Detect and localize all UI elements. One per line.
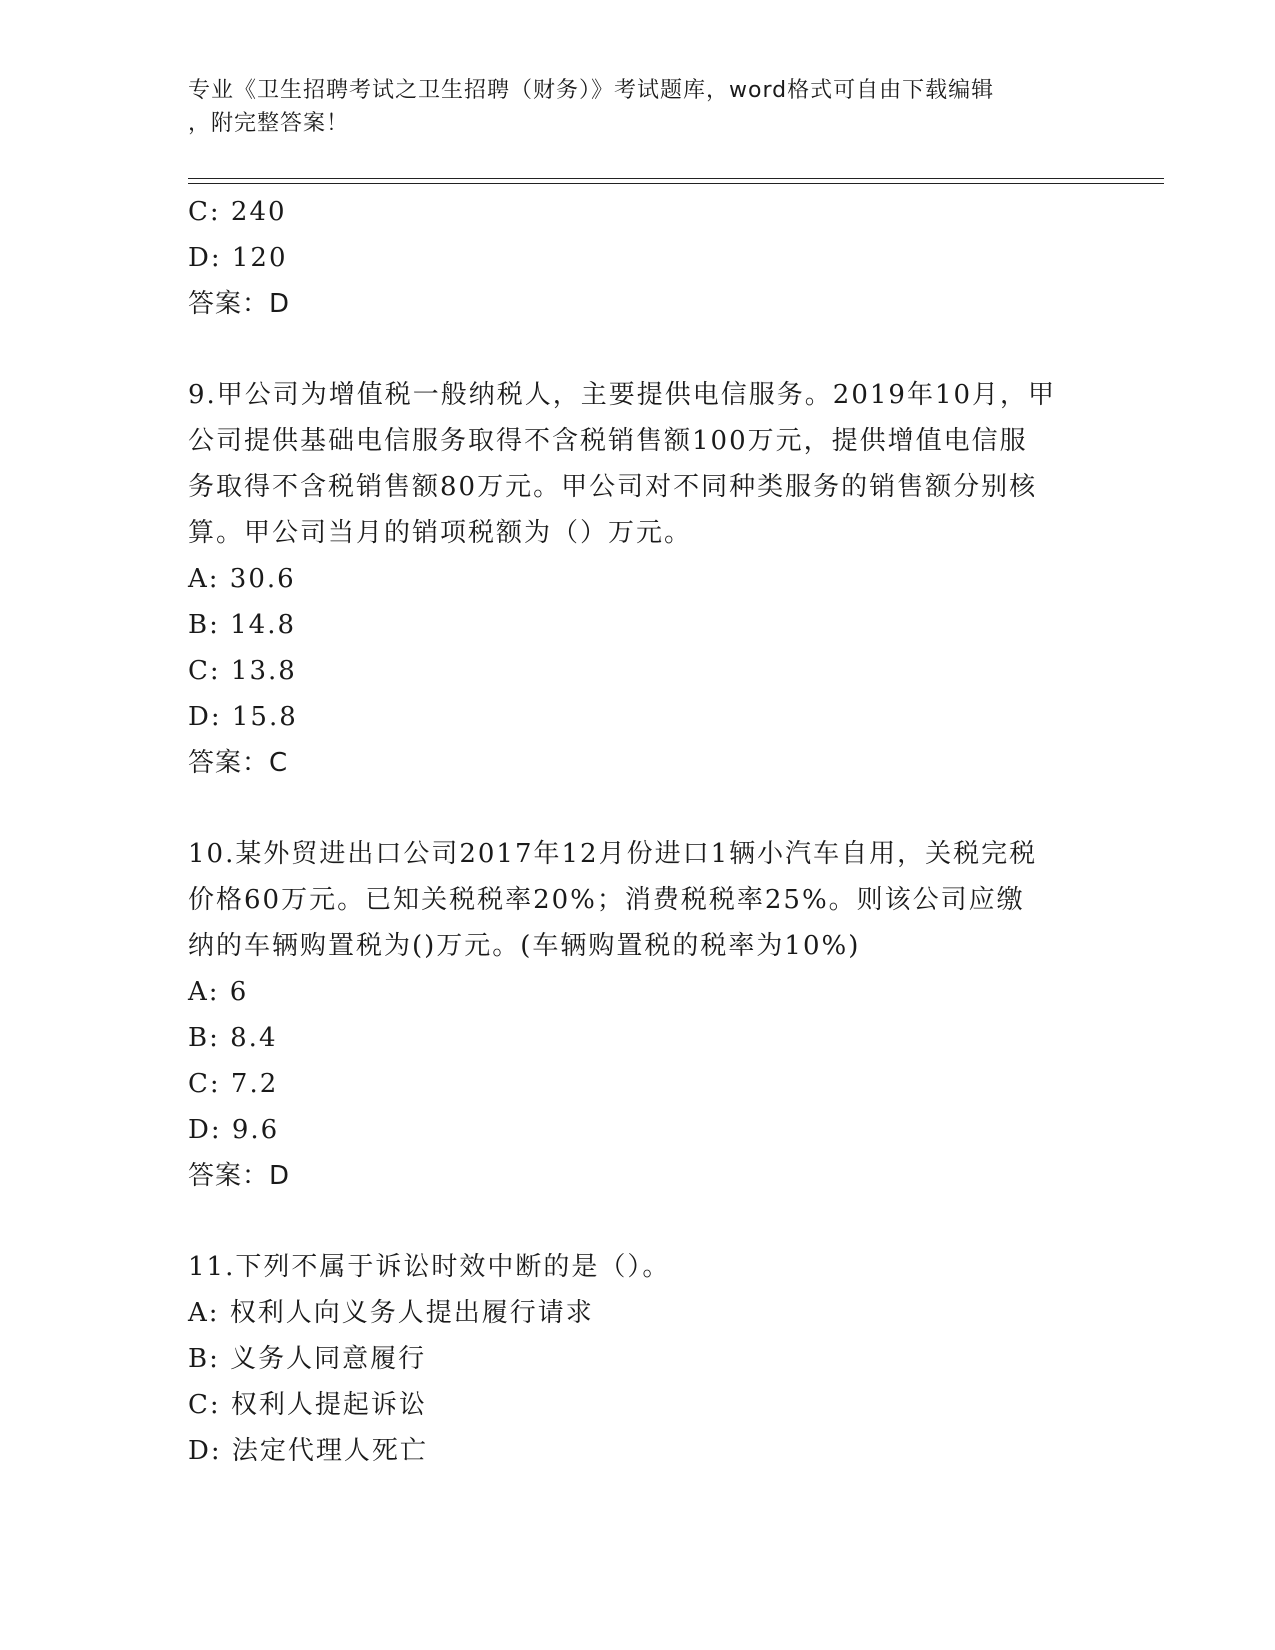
stem-line: 10.某外贸进出口公司2017年12月份进口1辆小汽车自用，关税完税 (188, 839, 1038, 869)
option-b: B: 义务人同意履行 (188, 1344, 427, 1374)
stem-line: 算。甲公司当月的销项税额为（）万元。 (188, 518, 693, 548)
spacer (188, 327, 1088, 372)
question-9 (188, 372, 1088, 786)
previous-question (188, 189, 1088, 327)
option-d: D: 120 (188, 243, 288, 273)
question-stem (188, 831, 1088, 969)
option-d: D: 9.6 (188, 1115, 280, 1145)
page-header (188, 74, 1088, 140)
option-c: C: 7.2 (188, 1069, 279, 1099)
option-c: C: 240 (188, 197, 287, 227)
header-line-1: 专业《卫生招聘考试之卫生招聘（财务）》考试题库，word格式可自由下载编辑 (188, 78, 995, 103)
spacer (188, 1199, 1088, 1244)
option-a: A: 6 (188, 977, 249, 1007)
answer-line: 答案：D (188, 1161, 291, 1191)
stem-line: 11.下列不属于诉讼时效中断的是（）。 (188, 1252, 671, 1282)
answer-line: 答案：C (188, 748, 289, 778)
stem-line: 公司提供基础电信服务取得不含税销售额100万元，提供增值电信服 (188, 426, 1028, 456)
option-b: B: 14.8 (188, 610, 297, 640)
question-11 (188, 1244, 1088, 1474)
answer-line: 答案：D (188, 289, 291, 319)
stem-line: 务取得不含税销售额80万元。甲公司对不同种类服务的销售额分别核 (188, 472, 1038, 502)
option-c: C: 权利人提起诉讼 (188, 1390, 427, 1420)
option-a: A: 30.6 (188, 564, 296, 594)
stem-line: 纳的车辆购置税为()万元。(车辆购置税的税率为10%) (188, 931, 861, 961)
stem-line: 价格60万元。已知关税税率20%；消费税税率25%。则该公司应缴 (188, 885, 1025, 915)
question-10 (188, 831, 1088, 1199)
stem-line: 9.甲公司为增值税一般纳税人，主要提供电信服务。2019年10月，甲 (188, 380, 1057, 410)
header-rule-bottom (188, 183, 1164, 184)
option-d: D: 法定代理人死亡 (188, 1436, 428, 1466)
question-stem (188, 372, 1088, 556)
question-content (188, 189, 1088, 1474)
option-a: A: 权利人向义务人提出履行请求 (188, 1298, 594, 1328)
option-d: D: 15.8 (188, 702, 298, 732)
header-line-2: ，附完整答案！ (188, 111, 350, 136)
option-c: C: 13.8 (188, 656, 297, 686)
spacer (188, 786, 1088, 831)
header-rule-top (188, 178, 1164, 179)
option-b: B: 8.4 (188, 1023, 278, 1053)
question-stem (188, 1244, 1088, 1290)
